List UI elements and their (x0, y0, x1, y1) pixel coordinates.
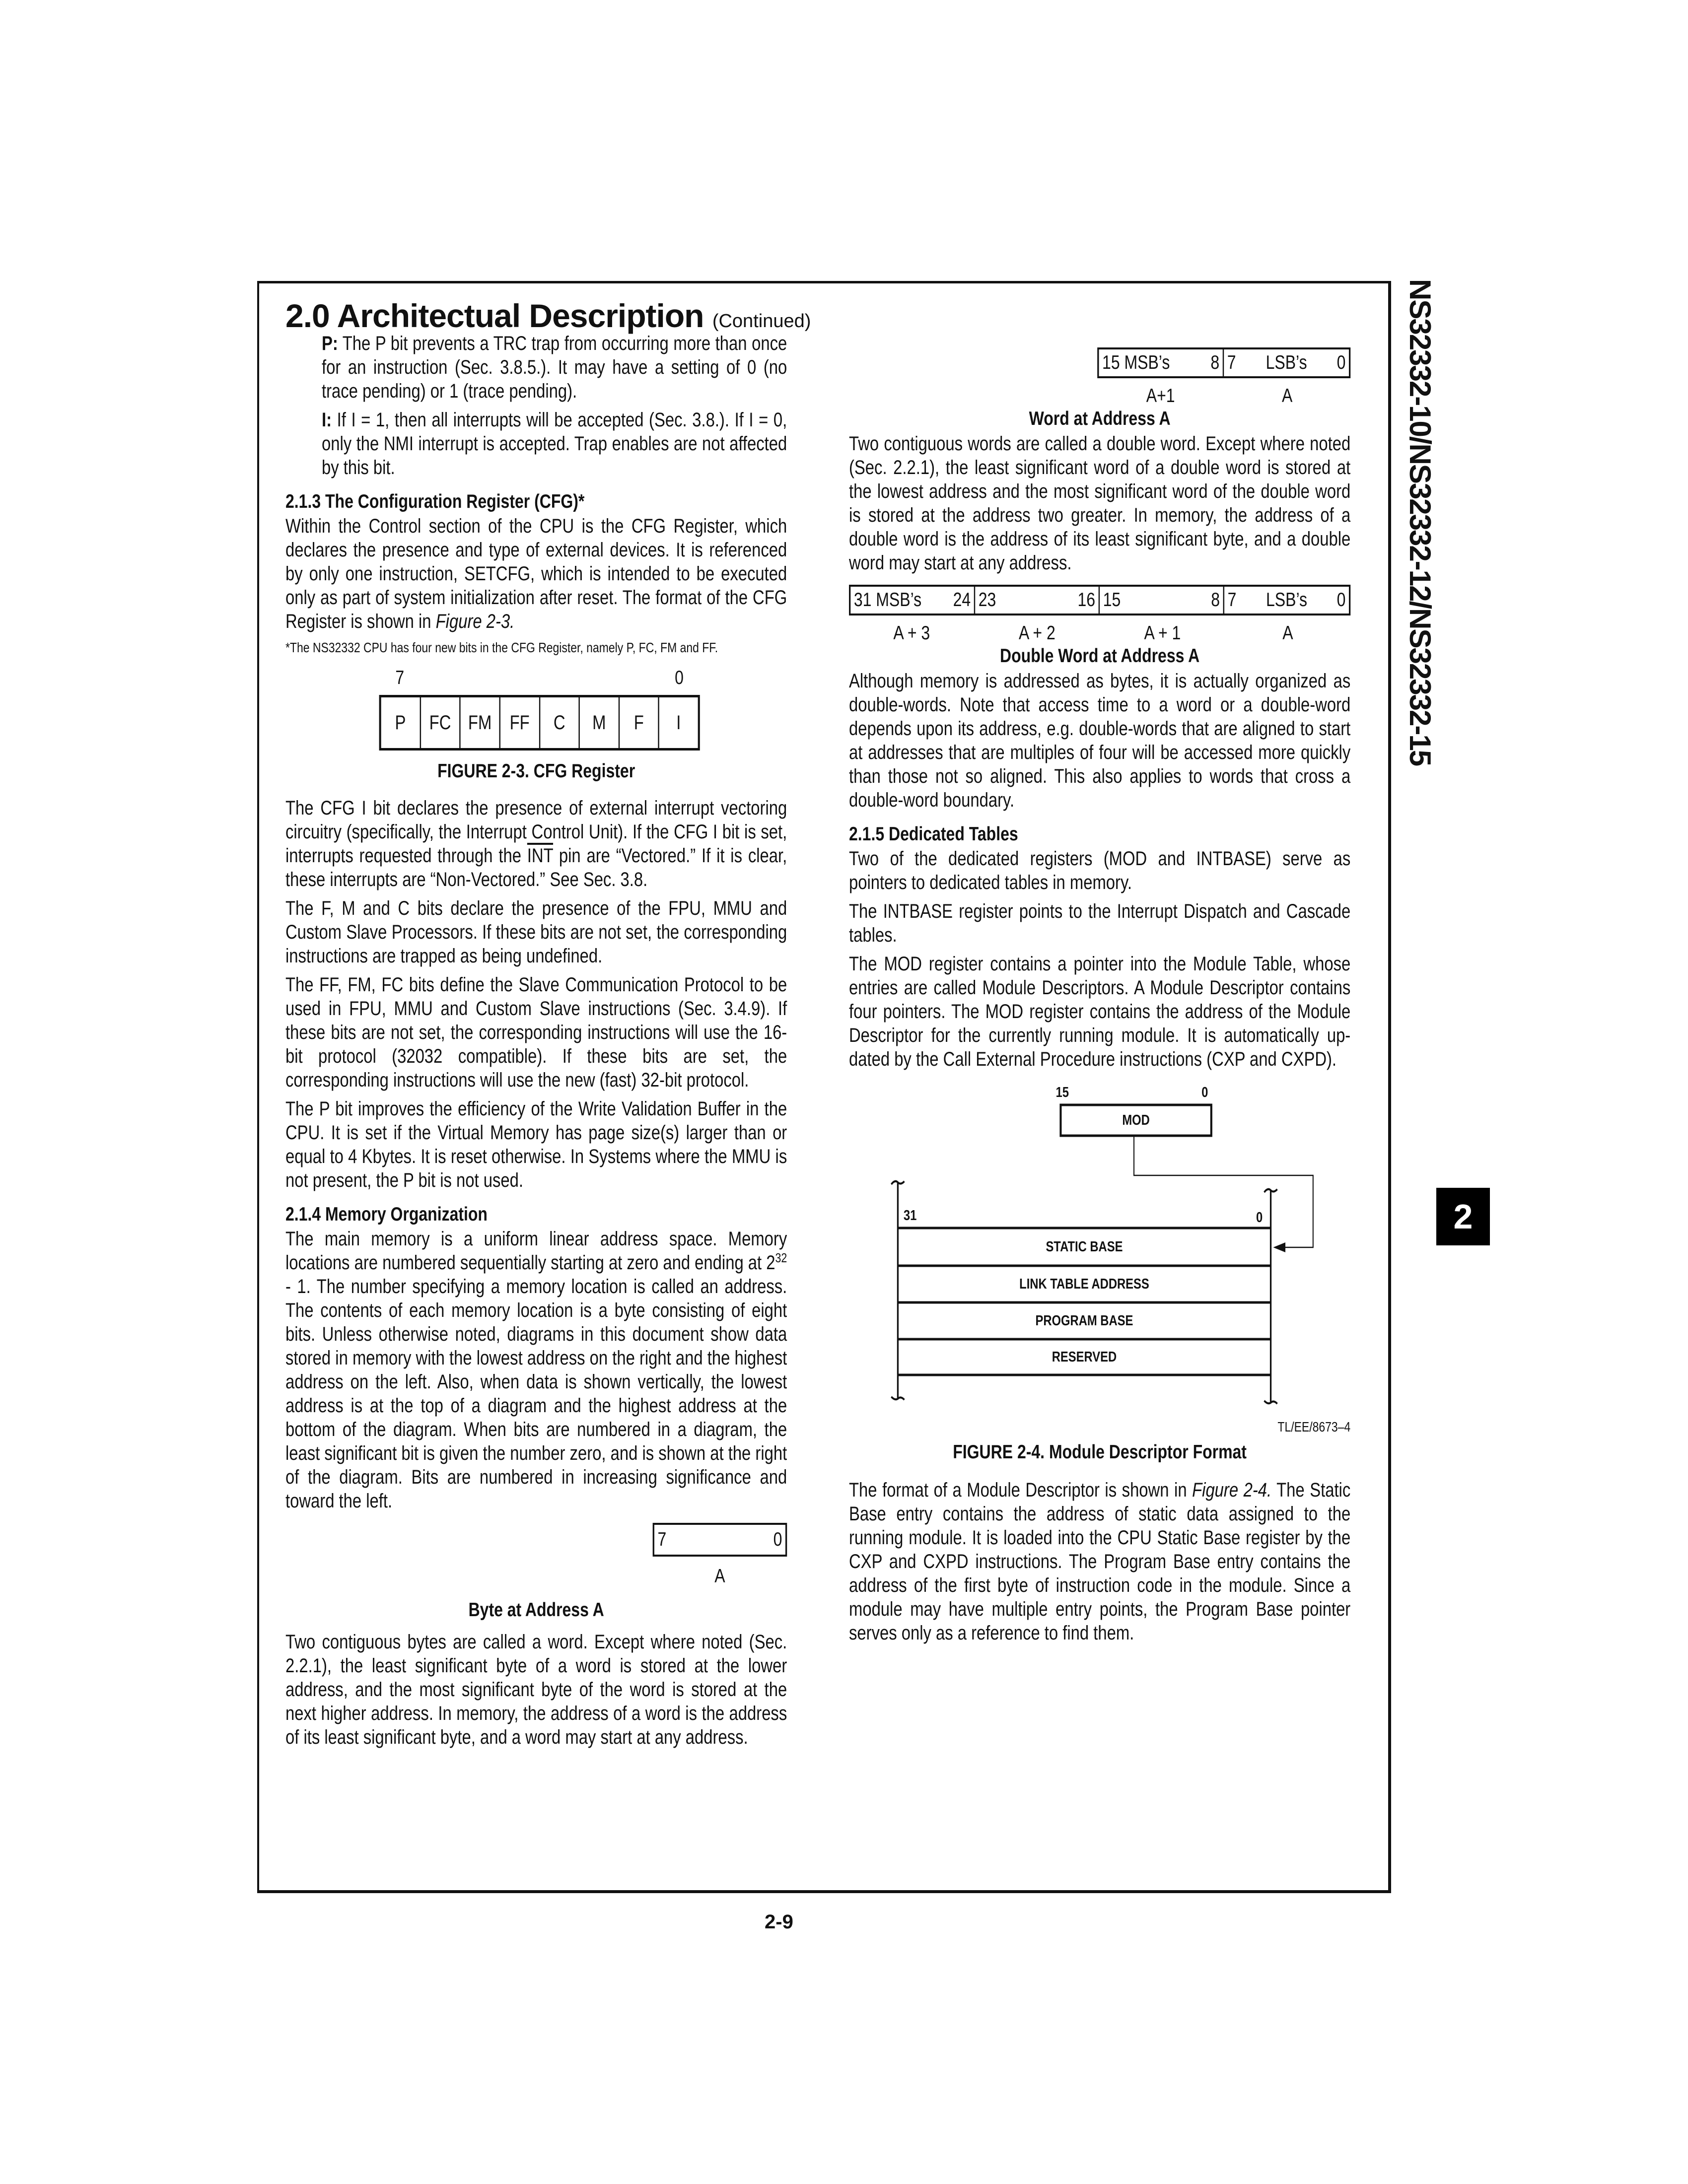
cfg-i-text-after: pin are “Vectored.” If it is clear, these interrupts are “Non-Vectored.” See Sec. 3.8. (285, 845, 787, 890)
cell-hi-label: 23 (978, 589, 996, 611)
double-word-paragraph: Two contiguous words are called a double word. Except where noted (Sec. 2.2.1), the least significant word of a double word is stored at the lowest address and the most significant word of the double word is stored at the address two greater. In memory, the address of a double word is the address of its least significant byte, and a double word may start at any address. (849, 433, 1351, 574)
int-pin-label: $\overline{INT}$ (527, 845, 554, 867)
cell-lo-label: 24 (953, 589, 971, 611)
right-column (849, 347, 1350, 1645)
dedicated-tables-paragraph-2: The INTBASE register points to the Interrupt Dispatch and Cascade tables. (849, 900, 1351, 946)
spacer (285, 1192, 787, 1202)
cfg-bit-fm: FM (461, 697, 500, 748)
part-number-side-label (1406, 279, 1446, 865)
cfg-bit-m: M (580, 697, 620, 748)
cfg-i-text-before: The CFG I bit declares the presence of external interrupt vectoring circuitry (specifically, the Interrupt Control Unit). If the CFG I bit is set, interrupts requested through the (285, 797, 787, 867)
cfg-msb-label: 7 (395, 667, 405, 688)
mod-register-label: MOD (1122, 1112, 1150, 1128)
p-bit-paragraph: The P bit improves the efficiency of the Write Validation Buffer in the CPU. It is set if the Virtual Memory has page size(s) larger than or equal to 4 Kbytes. It is reset otherwise. In Systems where the MMU is not present, the P bit is not used. (285, 1098, 787, 1191)
cell-mid-label: LSB’s (1266, 352, 1307, 373)
memory-text-b: - 1. The number specifying a memory location is called an address. The contents of each memory location is a byte consisting of eight bits. Unless otherwise noted, diagrams in this document show data stored in memory with the lowest address on the right and the highest address on the left. Also, when data is shown vertically, the lowest address is at the top of a diagram and the highest address at the bottom of the diagram. When bits are numbered in a diagram, the least significant bit is given the number zero, and is shown at the right of the diagram. Bits are numbered in increasing significance and toward the left. (285, 1276, 787, 1512)
cfg-footnote: *The NS32332 CPU has four new bits in the CFG Register, namely P, FC, FM and FF. (285, 640, 718, 655)
cfg-bit-range (379, 667, 700, 691)
register-cell (1224, 349, 1349, 376)
cell-lo-label: 0 (1336, 589, 1346, 611)
side-label-text: NS32332-10/NS32332-12/NS32332-15 (1404, 279, 1437, 766)
mod-lsb-label: 0 (1201, 1085, 1208, 1100)
spacer (285, 968, 787, 973)
section-2-1-5-heading: 2.1.5 Dedicated Tables (849, 823, 1018, 845)
cfg-intro-paragraph (285, 514, 787, 633)
word-caption: Word at Address A (1029, 408, 1171, 429)
spacer (285, 1513, 787, 1523)
cell-hi-label: 7 (1227, 352, 1236, 373)
spacer (285, 791, 787, 796)
md-text-before: The format of a Module Descriptor is shown in (849, 1479, 1187, 1501)
left-column (285, 332, 787, 1749)
byte-lo-bit: 0 (773, 1529, 782, 1550)
exponent: 32 (775, 1250, 787, 1265)
address-label: A + 2 (1018, 622, 1055, 644)
word-figure (849, 347, 1350, 427)
mod-msb-label: 15 (1055, 1085, 1069, 1100)
dedicated-tables-paragraph-1: Two of the dedicated registers (MOD and INTBASE) serve as pointers to dedicated tables in memory. (849, 848, 1351, 893)
mod-pointer-line (1134, 1136, 1313, 1247)
register-cell (850, 587, 975, 614)
i-bit-label: I: (321, 409, 332, 431)
address-label: A+1 (1146, 385, 1175, 407)
cfg-bit-ff: FF (500, 697, 540, 748)
pointer-arrowhead-icon (1273, 1242, 1285, 1252)
cfg-bit-fc: FC (421, 697, 461, 748)
figure-2-4-caption: FIGURE 2-4. Module Descriptor Format (953, 1441, 1247, 1463)
figure-2-3 (285, 667, 787, 791)
cfg-intro-text: Within the Control section of the CPU is the CFG Register, which declares the presence and type of external devices. It is referenced by only one instruction, SETCFG, which is intended to be executed only as part of system initialization after reset. The format of the CFG Register is shown in (285, 515, 787, 632)
cell-hi-label: 15 MSB’s (1102, 352, 1170, 373)
cell-lo-label: 0 (1336, 352, 1346, 373)
spacer (285, 403, 787, 408)
register-cell (1224, 587, 1349, 614)
byte-caption: Byte at Address A (468, 1599, 604, 1621)
module-descriptor-paragraph (849, 1478, 1350, 1645)
byte-diagram (653, 1523, 787, 1557)
cell-hi-label: 15 (1103, 589, 1121, 611)
byte-address-label: A (714, 1566, 725, 1587)
figure-reference-code: TL/EE/8673–4 (1277, 1419, 1351, 1434)
slave-protocol-paragraph: The FF, FM, FC bits define the Slave Communication Protocol to be used in FPU, MMU and Custom Slave instructions (Sec. 3.4.9). If these bits are not set, the corresponding instructions will use the 16-bit protocol (32032 compatible). If these bits are set, the corresponding instructions will use the new (fast) 32-bit protocol. (285, 974, 787, 1091)
p-bit-label: P: (321, 333, 338, 354)
spacer (285, 891, 787, 896)
spacer (285, 657, 787, 667)
section-2-1-4-heading: 2.1.4 Memory Organization (285, 1204, 488, 1225)
figure-2-4-link[interactable]: Figure 2-4. (1192, 1479, 1272, 1501)
register-cell (1100, 587, 1224, 614)
spacer (285, 633, 787, 638)
figure-2-3-caption: FIGURE 2-3. CFG Register (437, 760, 635, 782)
cfg-lsb-label: 0 (675, 667, 684, 688)
page-number: 2-9 (765, 1911, 793, 1933)
spacer (849, 947, 1350, 952)
double-word-figure (849, 585, 1350, 667)
address-label: A + 1 (1144, 622, 1181, 644)
spacer (849, 1071, 1350, 1081)
double-word-diagram (849, 585, 1350, 615)
cell-mid-label: LSB’s (1266, 589, 1307, 611)
cell-lo-label: 8 (1211, 589, 1220, 611)
double-word-caption: Double Word at Address A (1000, 645, 1200, 667)
cell-lo-label: 16 (1077, 589, 1096, 611)
cell-lo-label: 8 (1210, 352, 1220, 373)
md-text-after: The Static Base entry contains the address of static data assigned to the running module. It is loaded into the CPU Static Base register by the CXP and CXPD instructions. The Program Base entry contains the address of the first byte of instruction code in the module. Since a module may have multiple entry points, the Program Base pointer serves only as a reference to find them. (849, 1479, 1351, 1644)
fmc-bits-paragraph: The F, M and C bits declare the presence of the FPU, MMU and Custom Slave Processors. If these bits are not set, the corresponding instructions are trapped as being undefined. (285, 897, 787, 967)
i-bit-description (322, 408, 787, 479)
memory-organization-paragraph (285, 1227, 787, 1513)
spacer (285, 479, 787, 489)
memory-text-a: The main memory is a uniform linear address space. Memory locations are numbered sequentially starting at zero and ending at 2 (285, 1228, 787, 1274)
register-cell (975, 587, 1100, 614)
address-label: A (1282, 385, 1293, 407)
cfg-bit-p: P (381, 697, 421, 748)
descriptor-row-static-base: STATIC BASE (1046, 1239, 1123, 1255)
cfg-i-bit-paragraph (285, 796, 787, 891)
byte-hi-bit: 7 (657, 1529, 667, 1550)
word-diagram (1097, 347, 1350, 378)
byte-figure (285, 1523, 787, 1630)
descriptor-msb-label: 31 (903, 1208, 917, 1224)
title-text: 2.0 Architectual Description (285, 297, 704, 334)
section-2-1-3-heading: 2.1.3 The Configuration Register (CFG)* (285, 491, 585, 512)
title-continued: (Continued) (712, 311, 811, 332)
cfg-bit-f: F (620, 697, 659, 748)
word-address-labels (1097, 385, 1350, 407)
register-cell (1099, 349, 1224, 376)
spacer (849, 575, 1350, 585)
cell-hi-label: 31 MSB’s (853, 589, 922, 611)
spacer (849, 894, 1350, 899)
figure-2-4 (849, 1081, 1350, 1478)
p-bit-text: The P bit prevents a TRC trap from occurring more than once for an instruction (Sec. 3.8.5.). It may have a setting of 0 (no trace pending) or 1 (trace pending). (321, 333, 787, 402)
alignment-paragraph: Although memory is addressed as bytes, it is actually organized as double-words. Note that access time to a word or a double-word depends upon its address, e.g. double-words that are aligned to start at addresses that are multiples of four will be accessed more quickly than those not so aligned. This also applies to words that cross a double-word boundary. (849, 670, 1351, 811)
word-paragraph: Two contiguous bytes are called a word. Except where noted (Sec. 2.2.1), the least significant byte of a word is stored at the lower address, and the most significant byte of the word is stored at the next higher address. In memory, the address of a word is the address of its least significant byte, and a word may start at any address. (285, 1631, 787, 1748)
double-word-address-labels (849, 622, 1350, 644)
cfg-register-diagram (379, 695, 700, 751)
descriptor-row-link-table-address: LINK TABLE ADDRESS (1019, 1276, 1149, 1292)
spacer (849, 812, 1350, 822)
dedicated-tables-paragraph-3: The MOD register contains a pointer into the Module Table, whose entries are called Module Descriptors. A Module Descriptor contains four pointers. The MOD register contains the address of the Module Descriptor for the currently running module. It is automatically up-dated by the Call External Procedure instructions (CXP and CXPD). (849, 953, 1351, 1070)
descriptor-row-program-base: PROGRAM BASE (1035, 1313, 1133, 1329)
address-label: A + 3 (893, 622, 930, 644)
byte-cell (654, 1525, 785, 1555)
spacer (285, 1092, 787, 1097)
i-bit-text: If I = 1, then all interrupts will be accepted (Sec. 3.8.). If I = 0, only the NMI interrupt is accepted. Trap enables are not affected by this bit. (321, 409, 787, 478)
address-label: A (1282, 622, 1293, 644)
p-bit-description (322, 332, 787, 403)
cfg-bit-i: I (676, 711, 681, 734)
cfg-bit-c: C (540, 697, 580, 748)
figure-2-3-link[interactable]: Figure 2-3. (435, 611, 515, 632)
descriptor-row-reserved: RESERVED (1052, 1349, 1117, 1365)
cell-hi-label: 7 (1227, 589, 1237, 611)
chapter-tab[interactable]: 2 (1436, 1188, 1490, 1245)
descriptor-lsb-label: 0 (1256, 1210, 1263, 1226)
